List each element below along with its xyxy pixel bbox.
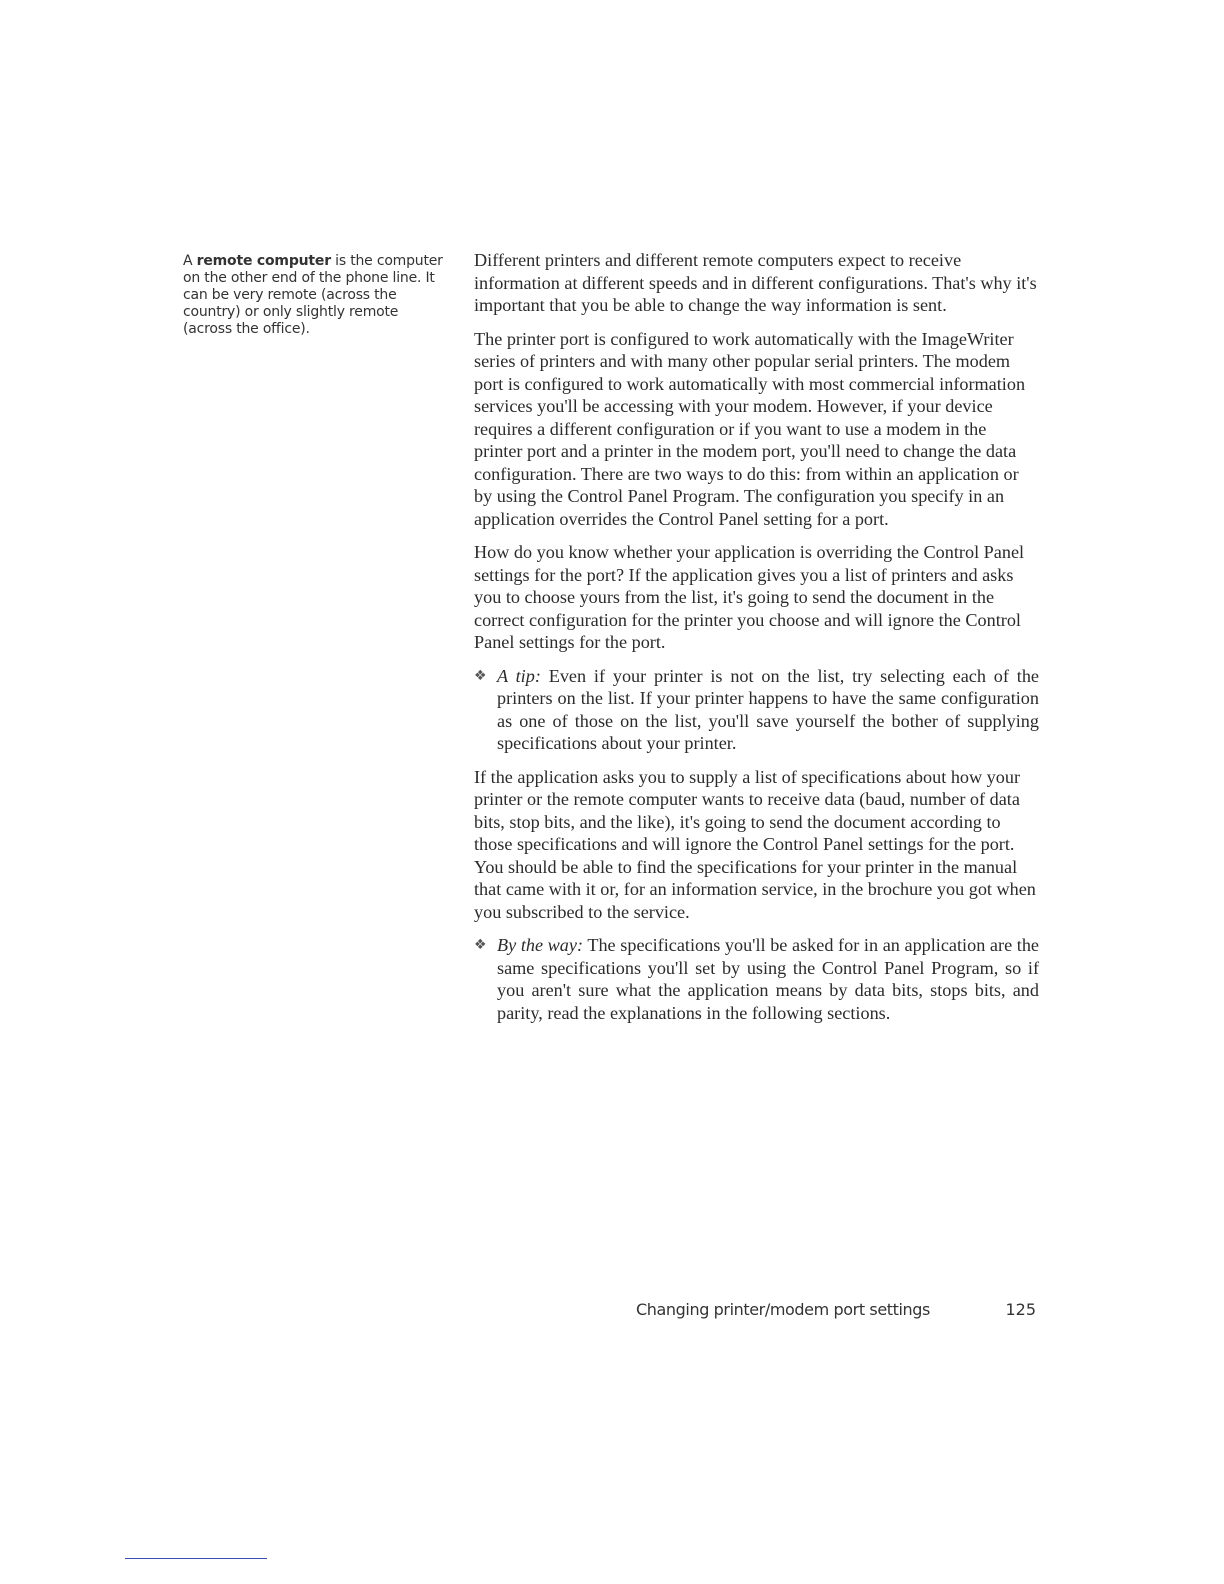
tip-text: Even if your printer is not on the list, try selecting each of the printers on the list. If your printer happens to have the same configuration as one of those on the list, you'll save yourself the bother of supplying specifications about your printer.: [497, 665, 1039, 753]
margin-note-text: is the computer on the other end of the phone line. It can be very remote (across the country) or only slightly remote (across the office).: [183, 253, 443, 337]
margin-note-term: remote computer: [196, 253, 331, 269]
paragraph-2: The printer port is configured to work automatically with the ImageWriter series of printers and with many other popular serial printers. The modem port is configured to work automatically with most commercial information services you'll be accessing with your modem. However, if your device requires a different configuration or if you want to use a modem in the printer port and a printer in the modem port, you'll need to change the data configuration. There are two ways to do this: from within an application or by using the Control Panel Program. The configuration you specify in an application overrides the Control Panel setting for a port.: [474, 328, 1026, 529]
main-text: [474, 249, 1039, 1035]
page-number: 125: [1005, 1300, 1036, 1319]
running-footer-title: Changing printer/modem port settings: [636, 1300, 930, 1319]
paragraph-3: How do you know whether your application is overriding the Control Panel settings for the port? If the application gives you a list of printers and asks you to choose yours from the list, it's going to send the document in the correct configuration for the printer you choose and will ignore the Control Panel settings for the port.: [474, 542, 1025, 652]
diamond-bullet-icon: ❖: [474, 667, 487, 684]
margin-note: [183, 253, 445, 338]
margin-note-prefix: A: [183, 253, 197, 269]
diamond-bullet-icon: ❖: [474, 937, 487, 953]
tip-note: [474, 665, 1039, 755]
by-the-way-lead: By the way:: [497, 935, 584, 955]
paragraph-4: If the application asks you to supply a list of specifications about how your printer or the remote computer wants to receive data (baud, number of data bits, stop bits, and the like), it's going to send the document according to those specifications and will ignore the Control Panel settings for the port. You should be able to find the specifications for your printer in the manual that came with it or, for an information service, in the brochure you got when you subscribed to the service.: [474, 766, 1036, 922]
paragraph-1: Different printers and different remote computers expect to receive information at different speeds and in different configurations. That's why it's important that you be able to change the way information is sent.: [474, 250, 1037, 315]
by-the-way-note: [474, 934, 1039, 1024]
tip-lead: A tip:: [497, 665, 541, 686]
bottom-rule: [125, 1558, 267, 1559]
by-the-way-text: The specifications you'll be asked for in an application are the same specifications you'll set by using the Control Panel Program, so if you aren't sure what the application means by data bits, stops bits, and parity, read the explanations in the following sections.: [497, 935, 1039, 1023]
